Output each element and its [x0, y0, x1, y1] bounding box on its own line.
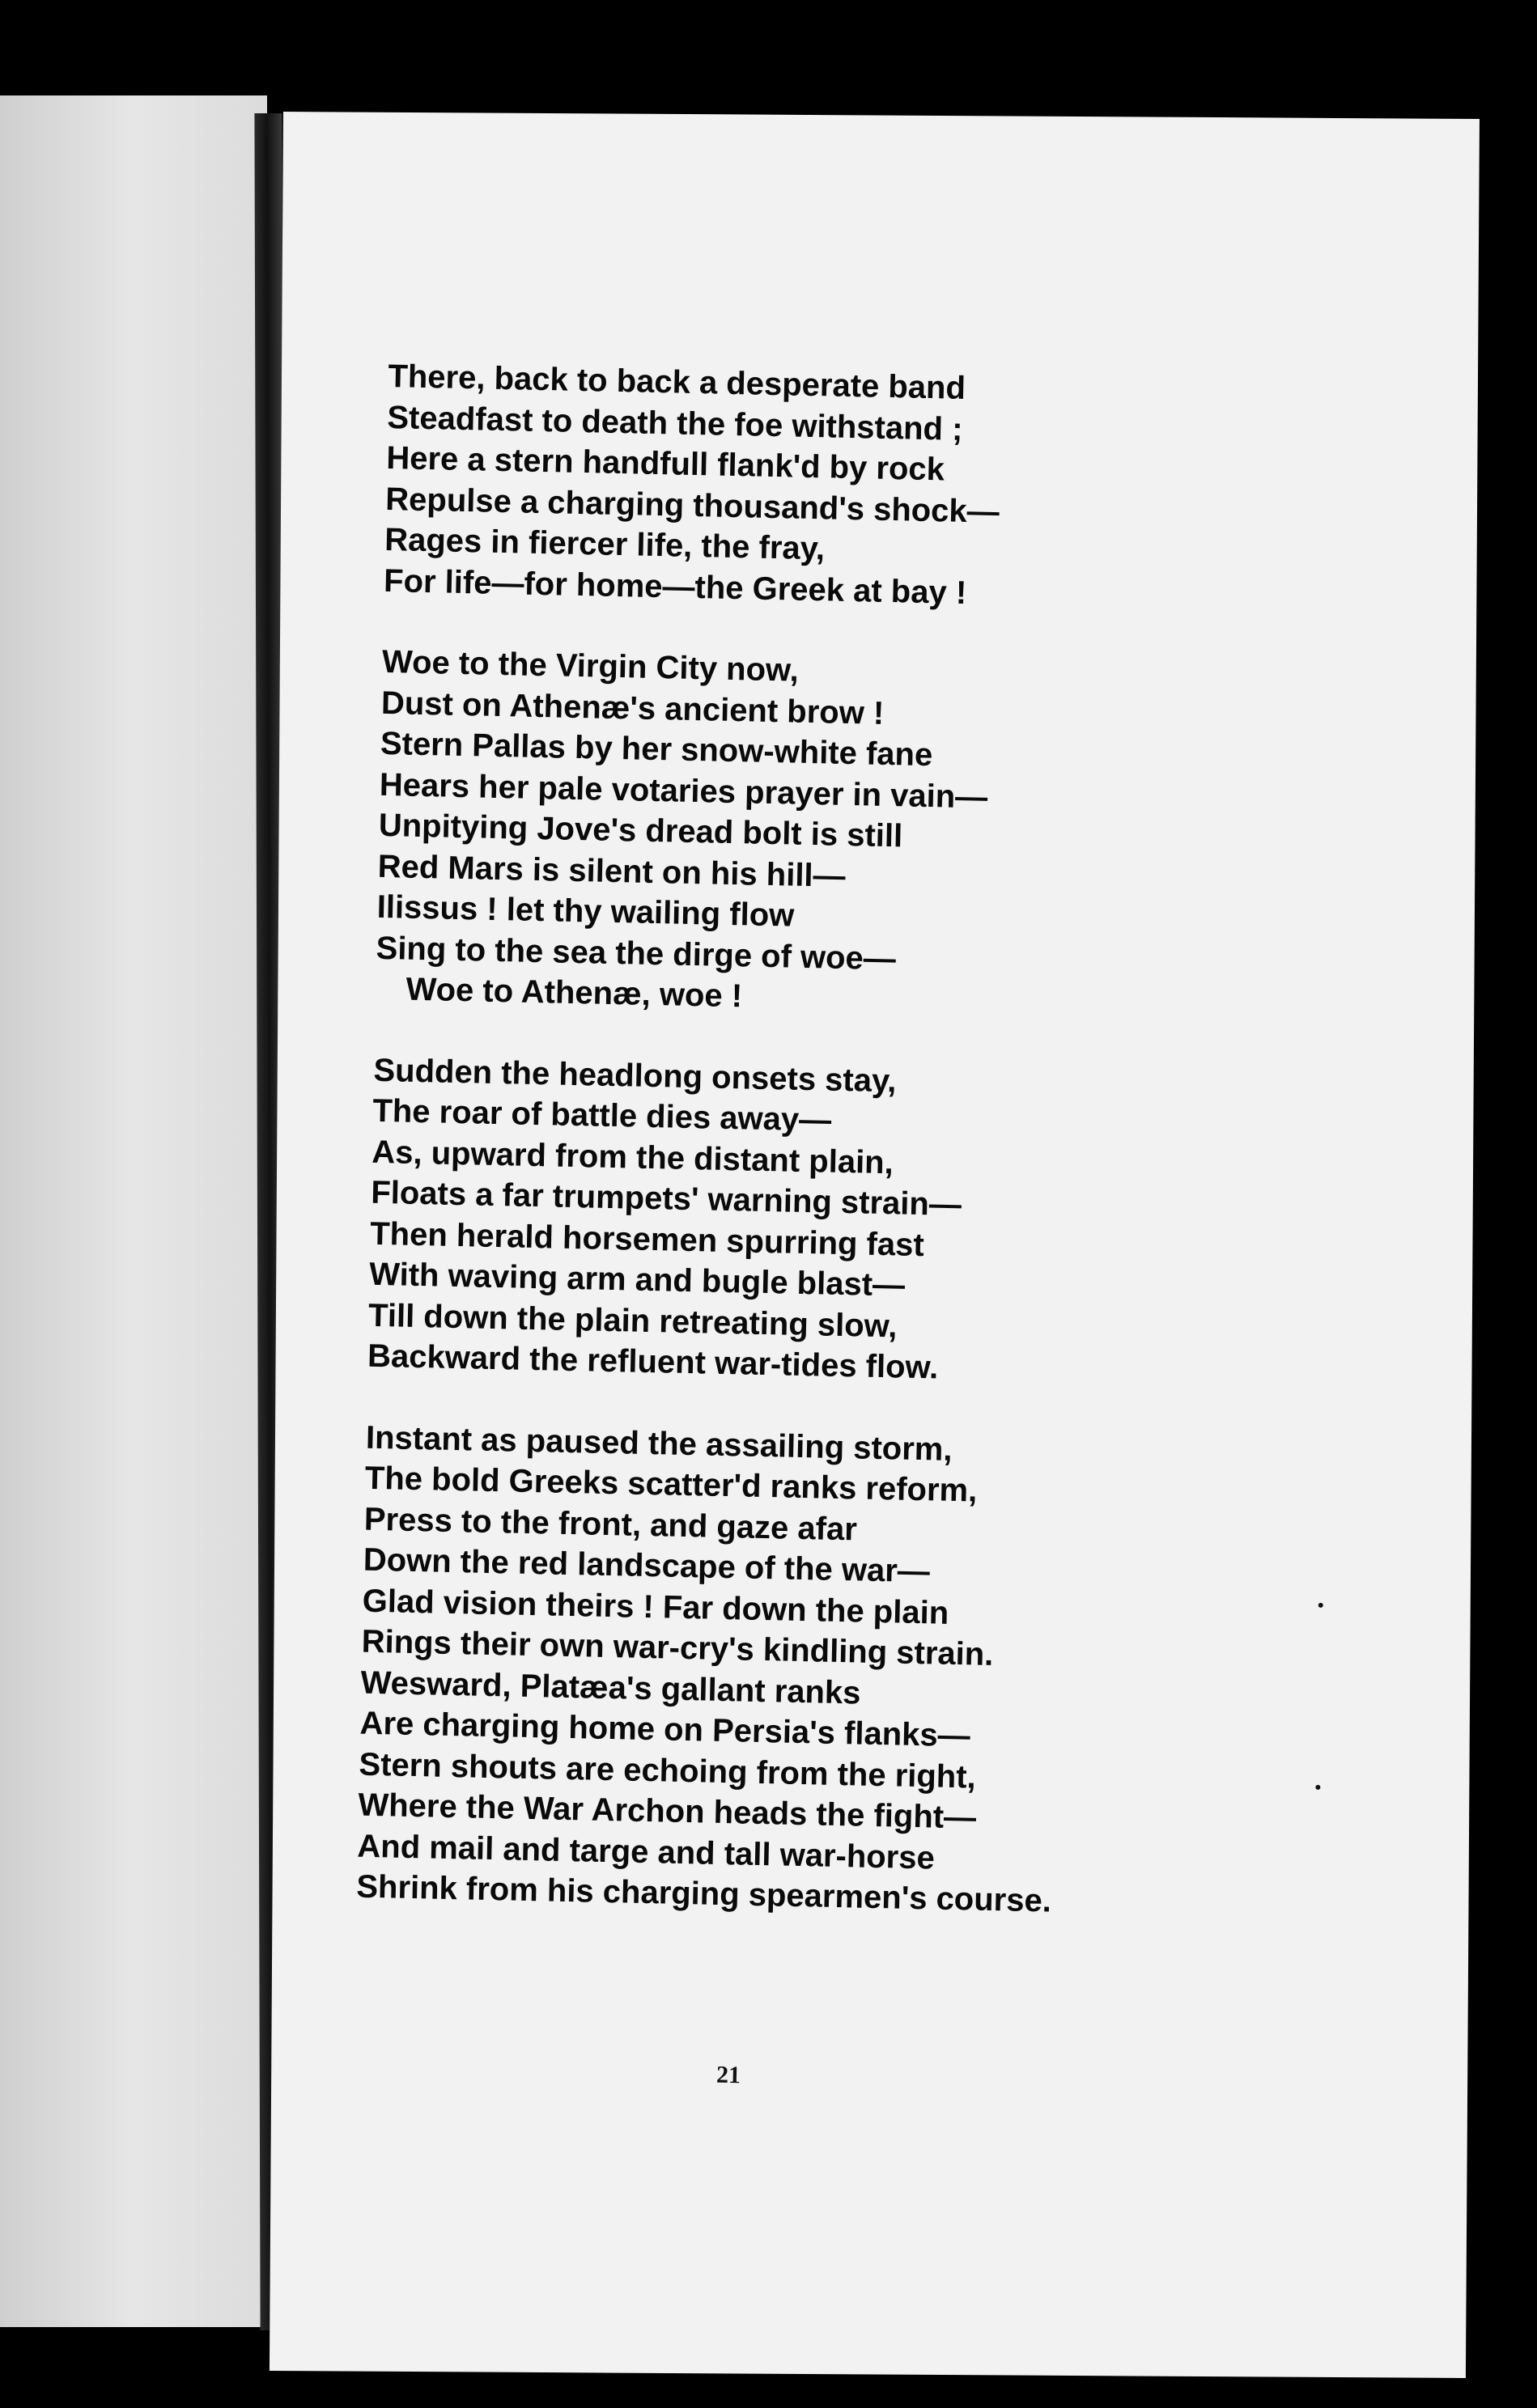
poem-line: Ilissus ! let thy wailing flow: [376, 888, 795, 934]
poem-line: Backward the refluent war-tides flow.: [367, 1338, 939, 1386]
poem-line: Woe to the Virgin City now,: [381, 643, 800, 689]
stanza-1: [384, 356, 1441, 623]
poem-line: Sudden the headlong onsets stay,: [373, 1052, 897, 1099]
poem-line: The bold Greeks scatter'd ranks reform,: [364, 1460, 978, 1509]
poem-line: Rages in fiercer life, the fray,: [384, 521, 826, 567]
poem-line: And mail and targe and tall war-horse: [356, 1828, 936, 1876]
poem-line-refrain: Woe to Athenæ, woe !: [405, 971, 743, 1015]
poem-line: Floats a far trumpets' warning strain—: [370, 1174, 962, 1223]
page-number: 21: [715, 2061, 741, 2089]
poem-line: Then herald horsemen spurring fast: [369, 1215, 925, 1263]
poem-line: There, back to back a desperate band: [388, 358, 966, 406]
poem-line: Here a stern handfull flank'd by rock: [385, 439, 945, 488]
poem-line: Repulse a charging thousand's shock—: [384, 481, 1000, 530]
poem-line: Steadfast to death the foe withstand ;: [386, 399, 963, 447]
poem-line: Rings their own war-cry's kindling strain.: [361, 1623, 994, 1672]
poem-line: Dust on Athenæ's ancient brow !: [380, 685, 885, 731]
poem-line: Where the War Archon heads the fight—: [358, 1787, 977, 1836]
poem-line: Unpitying Jove's dread bolt is still: [378, 807, 903, 854]
poem-line: Are charging home on Persia's flanks—: [359, 1705, 971, 1754]
poem: [355, 356, 1441, 1969]
poem-line: Stern shouts are echoing from the right,: [359, 1746, 977, 1795]
poem-line: The roar of battle dies away—: [372, 1092, 832, 1138]
poem-line: With waving arm and bugle blast—: [368, 1256, 906, 1304]
poem-line: Glad vision theirs ! Far down the plain: [362, 1583, 949, 1631]
poem-line: Instant as paused the assailing storm,: [365, 1419, 953, 1468]
poem-line: Till down the plain retreating slow,: [367, 1297, 898, 1344]
poem-line: Stern Pallas by her snow-white fane: [380, 725, 933, 774]
poem-line: Down the red landscape of the war—: [363, 1541, 931, 1590]
poem-line: Red Mars is silent on his hill—: [377, 848, 847, 894]
poem-line: Shrink from his charging spearmen's course.: [355, 1868, 1052, 1919]
stanza-4: [356, 1417, 1418, 1929]
poem-line: Sing to the sea the dirge of woe—: [376, 930, 897, 977]
facing-page: [0, 95, 267, 2327]
poem-line: Press to the front, and gaze afar: [363, 1501, 858, 1547]
poem-line: For life—for home—the Greek at bay !: [383, 562, 967, 611]
stanza-2: [375, 642, 1434, 1032]
poem-line: Hears her pale votaries prayer in vain—: [379, 766, 988, 816]
poem-line: As, upward from the distant plain,: [371, 1134, 894, 1181]
poem-line: Wesward, Platæa's gallant ranks: [360, 1664, 861, 1711]
stanza-3: [367, 1049, 1426, 1398]
